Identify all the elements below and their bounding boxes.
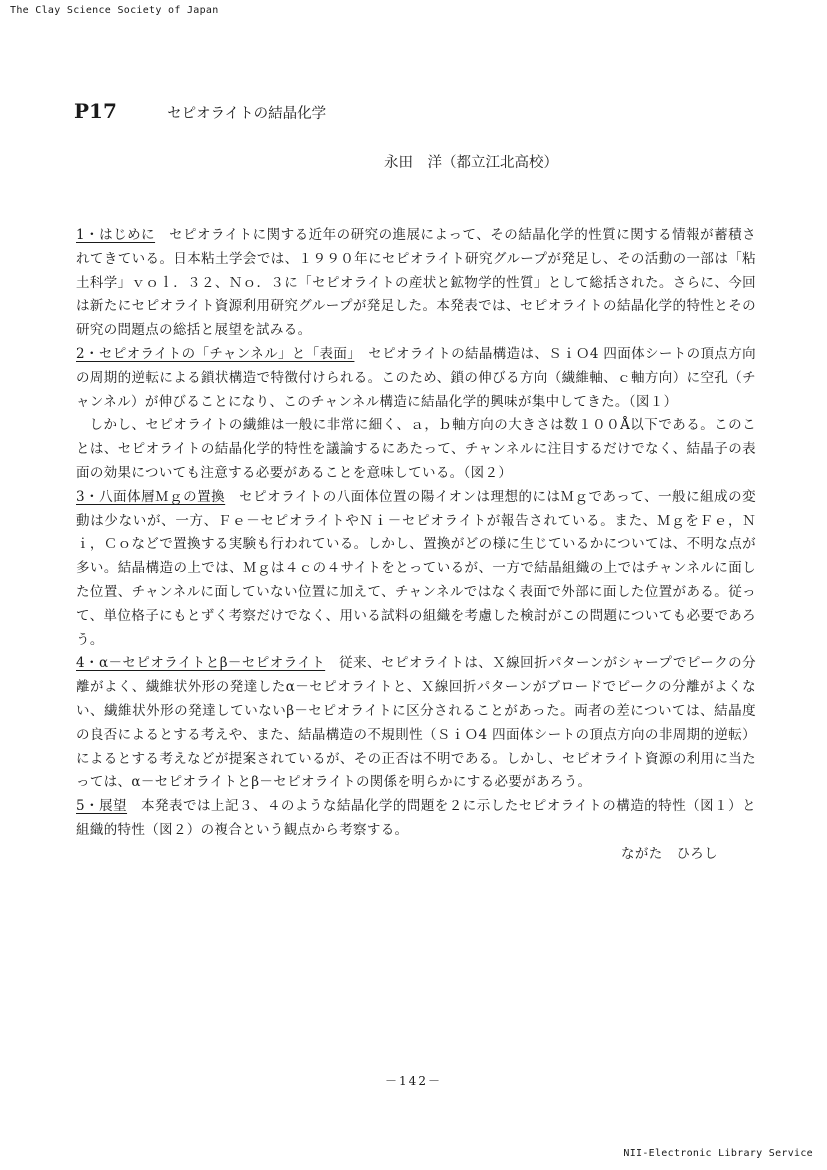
paper-body [76, 224, 756, 867]
author-line: 永田 洋（都立江北高校） [384, 155, 558, 171]
page-number: －142－ [385, 1074, 442, 1088]
section-heading: 2・セピオライトの「チャンネル」と「表面」 [76, 345, 355, 362]
paper-id: P17 [74, 99, 117, 123]
section-3 [76, 486, 756, 653]
section-4 [76, 652, 756, 795]
paper-title: セピオライトの結晶化学 [167, 106, 327, 122]
section-text: セピオライトに関する近年の研究の進展によって、その結晶化学的性質に関する情報が蓄積されてきている。日本粘土学会では、１９９０年にセピオライト研究グループが発足し、その活動の一部は「粘土科学」ｖｏｌ．３２、Ｎｏ．３に「セピオライトの産状と鉱物学的性質」として総括された。さらに、今回は新たにセピオライト資源利用研究グループが発足した。本発表では、セピオライトの結晶化学的特性とその研究の問題点の総括と展望を試みる。 [76, 227, 756, 339]
section-heading: 4・α－セピオライトとβ－セピオライト [76, 655, 326, 672]
section-5 [76, 795, 756, 843]
footer-service-name: NII-Electronic Library Service [623, 1148, 813, 1159]
section-heading: 5・展望 [76, 798, 128, 815]
section-heading: 3・八面体層Ｍｇの置換 [76, 488, 226, 505]
section-text: 本発表では上記３、４のような結晶化学的問題を２に示したセピオライトの構造的特性（図１）と組織的特性（図２）の複合という観点から考察する。 [76, 798, 756, 838]
section-text: セピオライトの八面体位置の陽イオンは理想的にはＭｇであって、一般に組成の変動は少ないが、一方、Ｆｅ－セピオライトやＮｉ－セピオライトが報告されている。また、ＭｇをＦｅ，Ｎｉ，Ｃｏなどで置換する実験も行われている。しかし、置換がどの様に生じているかについては、不明な点が多い。結晶構造の上では、Ｍｇは４ｃの４サイトをとっているが、一方で結晶組織の上ではチャンネルに面した位置、チャンネルに面していない位置に加えて、チャンネルではなく表面で外部に面した位置がある。従って、単位格子にもとずく考察だけでなく、用いる試料の組織を考慮した検討がこの問題についても必要であろう。 [76, 488, 756, 648]
section-text: 従来、セピオライトは、Ｘ線回折パターンがシャープでピークの分離がよく、繊維状外形の発達したα－セピオライトと、Ｘ線回折パターンがブロードでピークの分離がよくない、繊維状外形の発達していないβ－セピオライトに区分されることがあった。両者の差については、結晶度の良否によるとする考えや、また、結晶構造の不規則性（ＳｉＯ4 四面体シートの頂点方向の非周期的逆転）によるとする考えなどが提案されているが、その正否は不明である。しかし、セピオライト資源の利用に当たっては、α－セピオライトとβ－セピオライトの関係を明らかにする必要があろう。 [76, 655, 756, 791]
section-heading: 1・はじめに [76, 227, 156, 243]
section-text: セピオライトの結晶構造は、ＳｉＯ4 四面体シートの頂点方向の周期的逆転による鎖状構造で特徴付けられる。このため、鎖の伸びる方向（繊維軸、ｃ軸方向）に空孔（チャンネル）が伸びることになり、このチャンネル構造に結晶化学的興味が集中してきた。（図１） [76, 345, 756, 410]
section-2-paragraph-2: しかし、セピオライトの繊維は一般に非常に細く、ａ，ｂ軸方向の大きさは数１００Å以下である。このことは、セピオライトの結晶化学的特性を議論するにあたって、チャンネルに注目するだけでなく、結晶子の表面の効果についても注意する必要があることを意味している。（図２） [76, 417, 756, 481]
title-row [74, 99, 326, 123]
section-2 [76, 343, 756, 414]
section-1 [76, 224, 756, 343]
signature: ながた ひろし [621, 845, 718, 862]
header-society-name: The Clay Science Society of Japan [10, 5, 219, 16]
